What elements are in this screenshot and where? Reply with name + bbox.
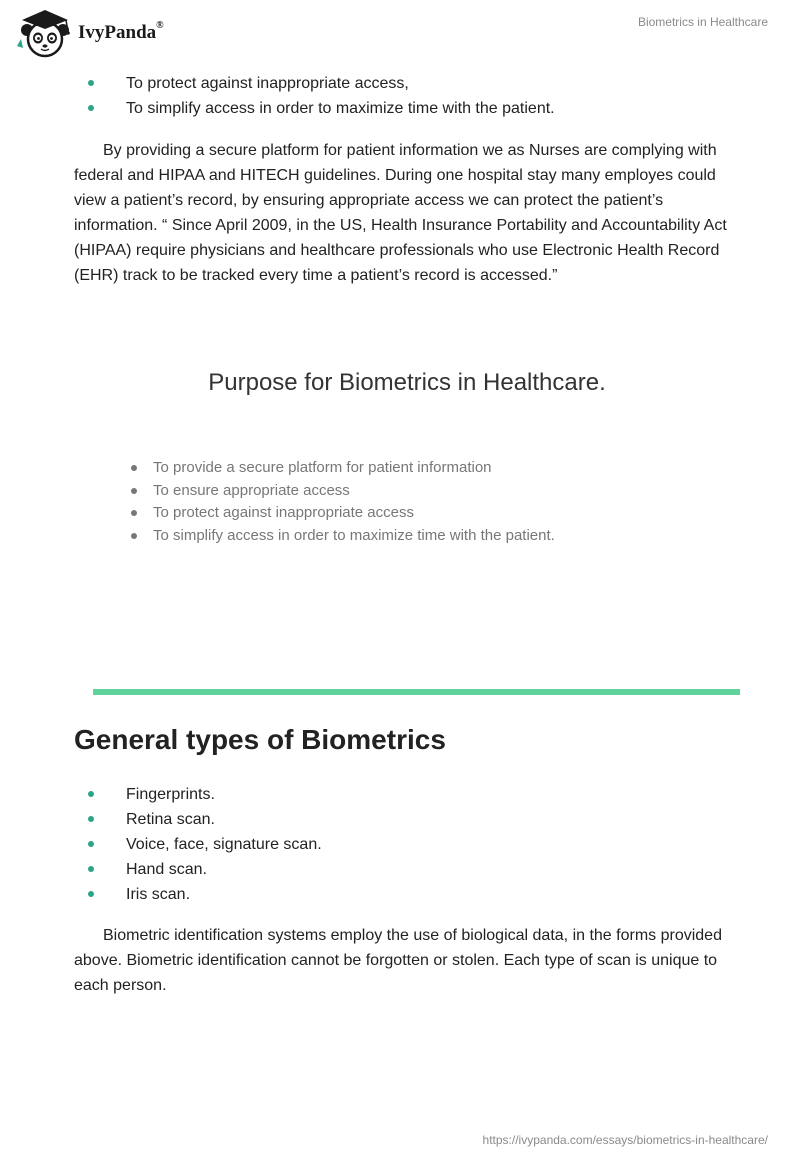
bullet-icon	[88, 791, 94, 797]
bullet-icon	[131, 510, 137, 516]
bullet-icon	[131, 465, 137, 471]
section-divider	[93, 689, 740, 695]
brand-name[interactable]: IvyPanda®	[78, 19, 164, 43]
panda-logo-icon[interactable]	[14, 8, 76, 58]
bullet-icon	[88, 866, 94, 872]
list-item: To protect against inappropriate access,	[0, 71, 800, 96]
section-heading: General types of Biometrics	[74, 724, 446, 755]
slide-list-item: To simplify access in order to maximize time with the patient.	[74, 525, 555, 548]
bullet-icon	[131, 533, 137, 539]
source-url-link[interactable]: https://ivypanda.com/essays/biometrics-in-healthcare/	[482, 1133, 768, 1147]
list-item: Hand scan.	[0, 857, 800, 882]
biometrics-types-list	[0, 782, 800, 907]
slide-image	[74, 330, 740, 670]
bullet-icon	[88, 105, 94, 111]
bullet-icon	[88, 891, 94, 897]
slide-list-item: To ensure appropriate access	[74, 480, 555, 503]
list-item: Retina scan.	[0, 807, 800, 832]
page-header	[0, 0, 800, 62]
list-item: Fingerprints.	[0, 782, 800, 807]
top-bullet-list	[0, 71, 800, 121]
bullet-icon	[131, 488, 137, 494]
paragraph-hipaa: By providing a secure platform for patient information we as Nurses are complying with federal and HIPAA and HITECH guidelines. During one hospital stay many employes could view a patient’s record, by ensuring appropriate access we can protect the patient’s information. “ Since April 2009, in the US, Health Insurance Portability and Accountability Act (HIPAA) require physicians and healthcare professionals who use Electronic Health Record (EHR) track to be tracked every time a patient’s record is accessed.”	[74, 142, 727, 284]
document-title: Biometrics in Healthcare	[637, 15, 768, 29]
slide-bullet-list	[74, 457, 555, 548]
bullet-icon	[88, 841, 94, 847]
list-item: To simplify access in order to maximize time with the patient.	[0, 96, 800, 121]
slide-title: Purpose for Biometrics in Healthcare.	[208, 369, 606, 396]
list-item: Voice, face, signature scan.	[0, 832, 800, 857]
bullet-icon	[88, 80, 94, 86]
paragraph-biometric-identification: Biometric identification systems employ the use of biological data, in the forms provided above. Biometric identification cannot be forgotten or stolen. Each type of scan is unique to each person.	[74, 927, 722, 994]
bullet-icon	[88, 816, 94, 822]
slide-list-item: To protect against inappropriate access	[74, 502, 555, 525]
slide-list-item: To provide a secure platform for patient information	[74, 457, 555, 480]
list-item: Iris scan.	[0, 882, 800, 907]
